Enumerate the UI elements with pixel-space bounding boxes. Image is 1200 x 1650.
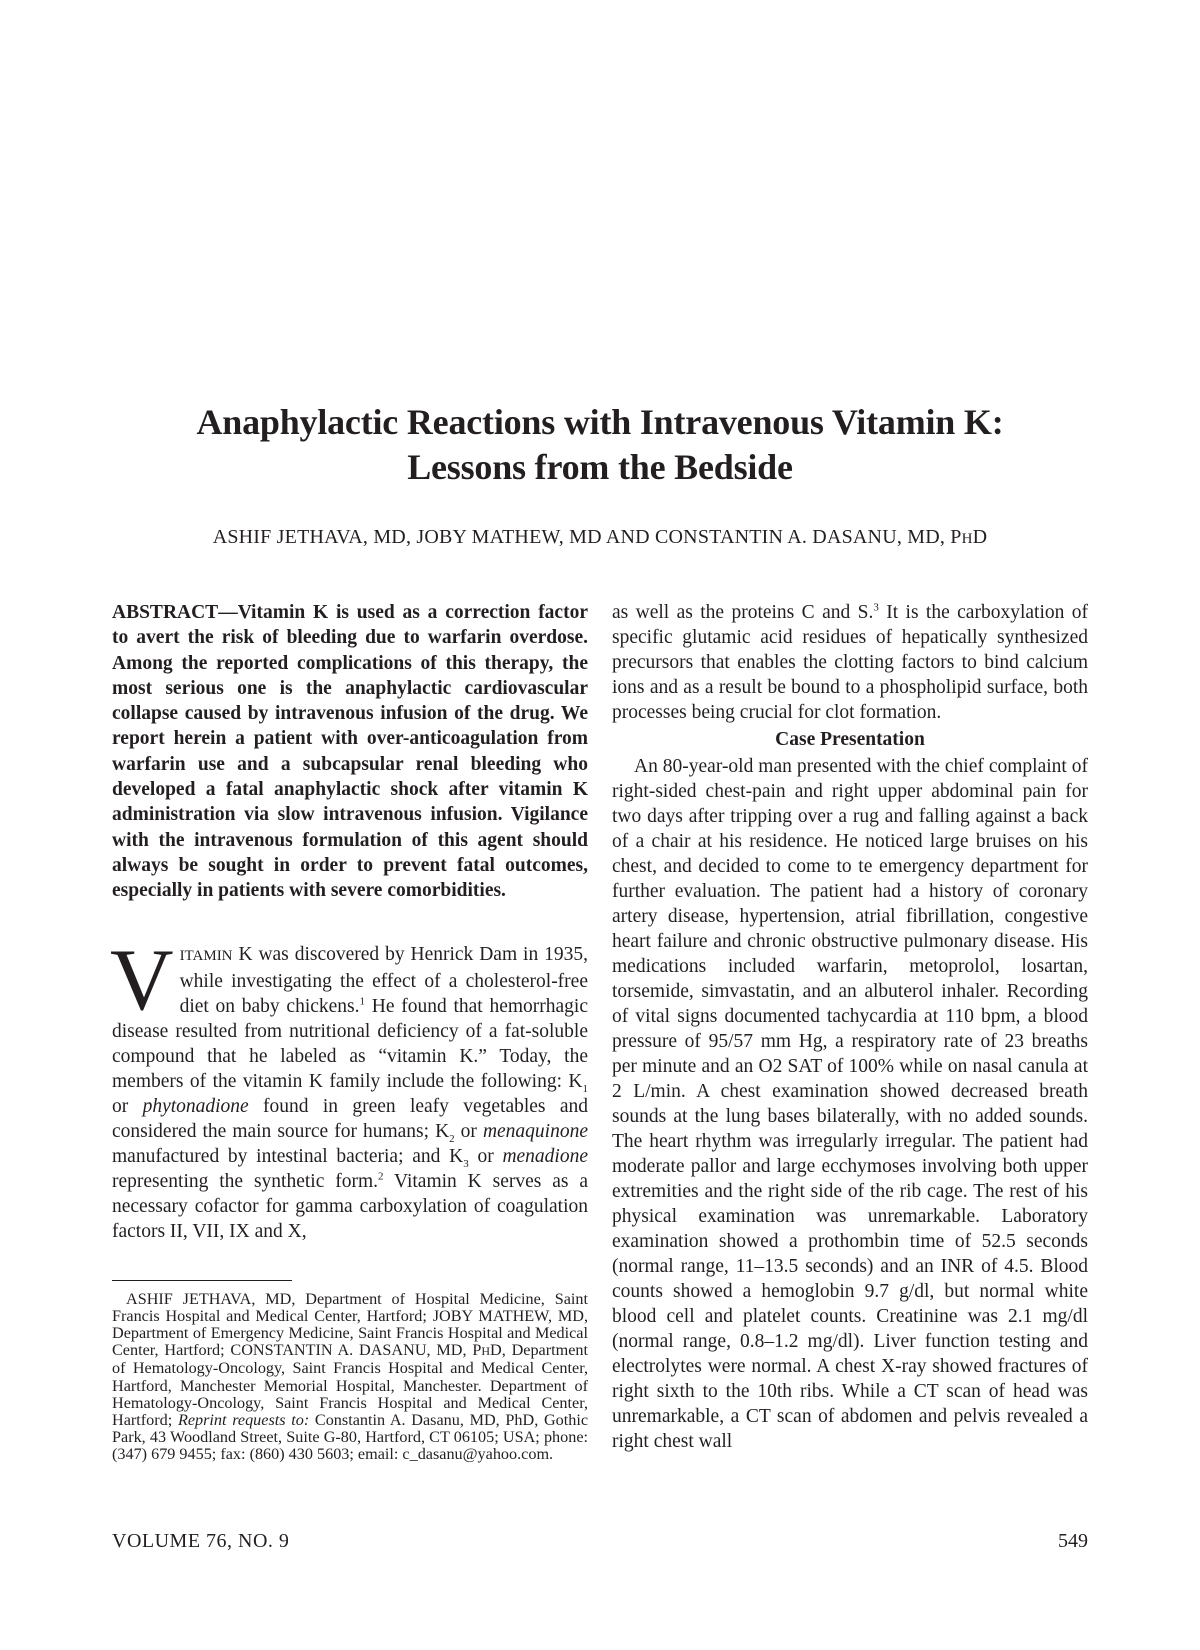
right-text-1b: It is the carboxylation of specific glutamic acid residues of hepatically synthesized precursors that enables the clotting factors to bind calcium ions and as a result be bound to a phospholipid surface, both processes being crucial for clot formation. [612,602,1088,723]
article-title [110,400,1090,490]
intro-text-2: He found that hemorrhagic disease resulted from nutritional deficiency of a fat-soluble compound that he labeled as “vitamin K.” Today, the members of the vitamin K family include the following: K [112,995,588,1092]
intro-smallcaps: ITAMIN [179,947,233,964]
footnote-text-c: Constantin A. Dasanu, MD, PhD, Gothic Park, 43 Woodland Street, Suite G-80, Hartford, CT 06105; USA; phone: (347) 679 9455; fax: (860) 430 5603; email: c_dasanu@yahoo.com. [112,1410,589,1464]
intro-text-9: Vitamin K serves as a necessary cofactor for gamma carboxylation of coagulation factors II, VII, IX and X, [112,1170,588,1242]
author-degree-tail: D [972,526,988,548]
intro-text-3: or [112,1095,143,1117]
subscript-k3: 3 [463,1157,469,1170]
section-heading-case-presentation: Case Presentation [775,729,925,750]
footnote-smallcaps: H [481,1344,491,1359]
intro-text-7: or [468,1145,503,1167]
footnote-text-a: ASHIF JETHAVA, MD, Department of Hospital Medicine, Saint Francis Hospital and Medical Center, Hartford; JOBY MATHEW, MD, Department of Emergency Medicine, Saint Francis Hospital and Medical Center, Hartford; CONSTANTIN A. DASANU, MD, P [112,1289,588,1360]
drop-cap: V [110,931,174,1029]
term-phytonadione: phytonadione [142,1095,249,1117]
reprint-requests-label: Reprint requests to: [177,1410,310,1429]
term-menadione: menadione [502,1145,588,1167]
subscript-k1: 1 [582,1082,588,1095]
abstract: ABSTRACT—Vitamin K is used as a correction factor to avert the risk of bleeding due to warfarin overdose. Among the reported complications of this therapy, the most serious one is the anaphylactic cardiovascular collapse caused by intravenous infusion of the drug. We report herein a patient with over-anticoagulation from warfarin use and a subcapsular renal bleeding who developed a fatal anaphylactic shock after vitamin K administration via slow intravenous infusion. Vigilance with the intravenous formulation of this agent should always be sought in order to prevent fatal outcomes, especially in patients with severe comorbidities. [112,602,588,902]
author-names: ASHIF JETHAVA, MD, JOBY MATHEW, MD AND CONSTANTIN A. DASANU, MD, P [212,526,962,548]
citation-3: 3 [873,601,879,614]
footer-volume: VOLUME 76, NO. 9 [112,1530,290,1552]
intro-text-5: or [454,1120,483,1142]
footnote-text-b: D, Department of Hematology-Oncology, Saint Francis Hospital and Medical Center, Hartford, Manchester Memorial Hospital, Manchester. Department of Hematology-Oncology, Saint Francis Hospital and Medical Center, Hartford; [112,1341,588,1429]
left-column [112,600,588,1464]
footnote-divider [112,1280,292,1281]
intro-text-6: manufactured by intestinal bacteria; and K [112,1145,464,1167]
intro-paragraph [110,931,588,1244]
intro-text-8: representing the synthetic form. [112,1170,379,1192]
author-list [110,526,1090,549]
article-title-line-2: Lessons from the Bedside [407,447,793,487]
author-affiliations-footnote [112,1291,588,1464]
footer-page-number: 549 [1058,1530,1088,1552]
citation-2: 2 [378,1170,384,1183]
citation-1: 1 [359,995,366,1008]
right-column [612,600,1088,1454]
intro-text-1: K was discovered by Henrick Dam in 1935, while investigating the effect of a cholesterol-free diet on baby chickens. [179,943,588,1017]
right-text-1a: as well as the proteins C and S. [612,602,874,623]
right-paragraph-1 [612,600,1088,725]
intro-text-4: found in green leafy vegetables and considered the main source for humans; K [112,1095,588,1142]
article-title-line-1: Anaphylactic Reactions with Intravenous Vitamin K: [196,402,1004,442]
subscript-k2: 2 [449,1132,455,1145]
term-menaquinone: menaquinone [482,1120,588,1142]
author-degree-smallcaps: H [961,531,973,547]
case-presentation-paragraph: An 80-year-old man presented with the chief complaint of right-sided chest-pain and right upper abdominal pain for two days after tripping over a rug and falling against a back of a chair at his residence. He noticed large bruises on his chest, and decided to come to te emergency department for further evaluation. The patient had a history of coronary artery disease, hypertension, atrial fibrillation, congestive heart failure and chronic obstructive pulmonary disease. His medications included warfarin, metoprolol, losartan, torsemide, simvastatin, and an albuterol inhaler. Recording of vital signs documented tachycardia at 110 bpm, a blood pressure of 95/57 mm Hg, a respiratory rate of 23 breaths per minute and an O2 SAT of 100% while on nasal canula at 2 L/min. A chest examination showed decreased breath sounds at the lung bases bilaterally, with no added sounds. The heart rhythm was irregularly irregular. The patient had moderate pallor and large ecchymoses involving both upper extremities and the right side of the rib cage. The rest of his physical examination was unremarkable. Laboratory examination showed a prothombin time of 52.5 seconds (normal range, 11–13.5 seconds) and an INR of 4.5. Blood counts showed a hemoglobin 9.7 g/dl, but normal white blood cell and platelet counts. Creatinine was 2.1 mg/dl (normal range, 0.8–1.2 mg/dl). Liver function testing and electrolytes were normal. A chest X-ray showed fractures of right sixth to the 10th ribs. While a CT scan of head was unremarkable, a CT scan of abdomen and pelvis revealed a right chest wall [612,756,1088,1452]
